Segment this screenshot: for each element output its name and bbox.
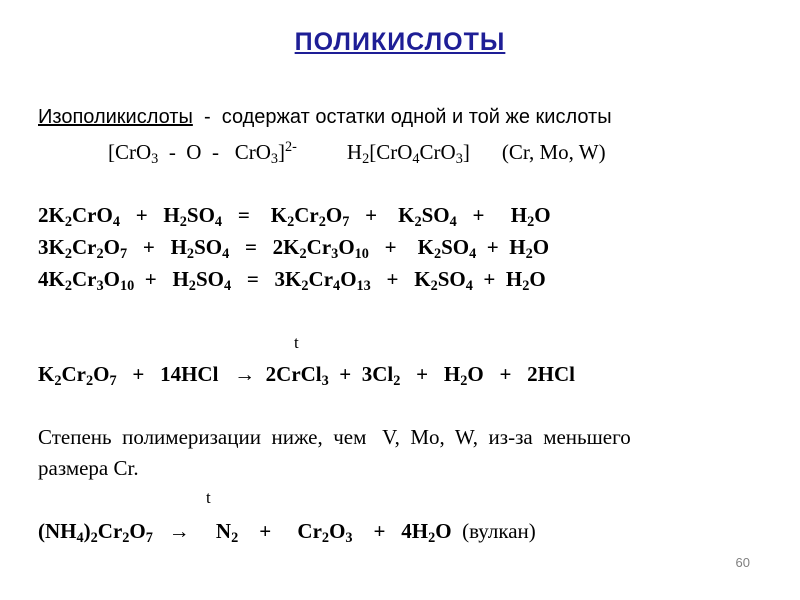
definition-term: Изополикислоты xyxy=(38,106,193,128)
heat-mark-2: t xyxy=(206,488,211,507)
element-list: (Cr, Mo, W) xyxy=(501,140,606,164)
slide-title: ПОЛИКИСЛОТЫ xyxy=(294,28,506,56)
reaction-5: $(NH_4)_2Cr_2O_7$ → $N_2$ + $Cr_2O_3$ + $4H_2O$ (вулкан) xyxy=(38,519,536,546)
iso-formulas-line: [CrO$_3$ - O - CrO$_3$]$^{2-}$ $H_2[CrO_4CrO_3]$ (Cr, Mo, W) xyxy=(108,139,606,167)
slide-number: 60 xyxy=(735,555,750,570)
reaction-1: $2K_2CrO_4 + H_2SO_4$ = $K_2Cr_2O_7$ + $K_2SO_4$ + $H_2O$ xyxy=(38,203,551,230)
reaction-4: $K_2Cr_2O_7 + 14HCl$ → 2CrCl$_3$ + $3Cl_2 + H_2O + 2HCl$ xyxy=(38,362,575,389)
reaction-2: $3K_2Cr_2O_7 + H_2SO_4 = 2K_2Cr_3O_{10}$ + $K_2SO_4 + H_2O$ xyxy=(38,235,550,262)
heat-mark-1: t xyxy=(294,333,299,352)
reaction-3: $4K_2Cr_3O_{10} + H_2SO_4 = 3K_2Cr_4O_{13} + K_2SO_4 + H_2O$ xyxy=(38,267,546,294)
note-line-1: Степень полимеризации ниже, чем V, Mo, W, из-за меньшего xyxy=(38,425,631,449)
definition-text: - содержат остатки одной и той же кислоты xyxy=(192,106,612,128)
definition-line xyxy=(38,106,612,129)
note-line-2: размера Cr. xyxy=(38,456,139,480)
